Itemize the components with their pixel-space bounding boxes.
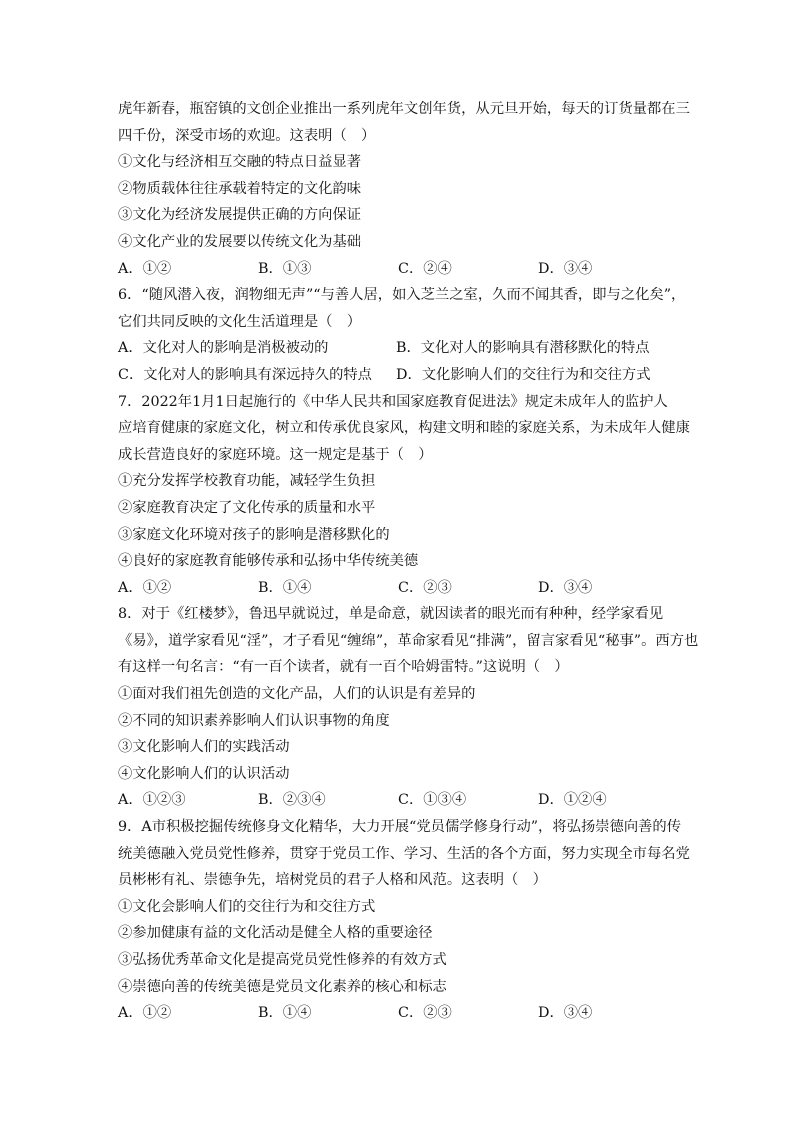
question-stem-line: 统美德融入党员党性修养，贯穿于党员工作、学习、生活的各个方面，努力实现全市每名党 (118, 845, 690, 862)
option-a: A．①② (118, 579, 172, 596)
question-stem-line: 9．A市积极挖掘传统修身文化精华，大力开展“党员儒学修身行动”，将弘扬崇德向善的传 (118, 819, 682, 836)
question-stem-line: 虎年新春，瓶窑镇的文创企业推出一系列虎年文创年货，从元旦开始，每天的订货量都在三 (118, 101, 690, 117)
answer-options (118, 1000, 678, 1027)
statement-item: ②物质载体往往承载着特定的文化韵味 (118, 180, 362, 197)
option-a: A．①②③ (118, 792, 186, 809)
question-9 (118, 814, 690, 1027)
question-stem-line: 有这样一句名言：“有一百个读者，就有一百个哈姆雷特。”这说明（ ） (118, 659, 569, 676)
option-b: B．①④ (258, 579, 312, 596)
question-stem-line: 应培育健康的家庭文化，树立和传承优良家风，构建文明和睦的家庭关系，为未成年人健康 (118, 420, 690, 437)
statement-item: ②不同的知识素养影响人们认识事物的角度 (118, 712, 390, 729)
option-a: A．①② (118, 1005, 172, 1022)
option-a: A．①② (118, 260, 172, 277)
option-b: B．①③ (258, 260, 312, 277)
answer-options (118, 787, 678, 814)
option-d: D．③④ (538, 1005, 593, 1022)
answer-options (118, 256, 678, 283)
option-d: D．③④ (538, 260, 593, 277)
statement-item: ②家庭教育决定了文化传承的质量和水平 (118, 499, 376, 516)
option-c: C．②④ (398, 260, 452, 277)
statement-item: ①面对我们祖先创造的文化产品，人们的认识是有差异的 (118, 686, 476, 703)
answer-options (118, 362, 678, 389)
statement-item: ③弘扬优秀革命文化是提高党员党性修养的有效方式 (118, 952, 447, 968)
question-6 (118, 282, 686, 388)
statement-item: ②参加健康有益的文化活动是健全人格的重要途径 (118, 925, 433, 942)
question-stem-line: 四千份，深受市场的欢迎。这表明（ ） (118, 127, 376, 144)
question-stem-line: 员彬彬有礼、崇德争先，培树党员的君子人格和风范。这表明（ ） (118, 872, 547, 889)
option-c: C．②③ (398, 579, 452, 596)
question-stem-line: 7．2022年1月1日起施行的《中华人民共和国家庭教育促进法》规定未成年人的监护人 (118, 393, 668, 410)
option-b: B．文化对人的影响具有潜移默化的特点 (396, 340, 650, 357)
question-7 (118, 389, 690, 602)
statement-item: ③家庭文化环境对孩子的影响是潜移默化的 (118, 526, 390, 543)
option-c: C．文化对人的影响具有深远持久的特点 (118, 366, 372, 383)
statement-item: ①文化与经济相互交融的特点日益显著 (118, 154, 362, 171)
answer-options (118, 575, 678, 602)
answer-options (118, 335, 678, 362)
question-8 (118, 601, 699, 814)
option-b: B．②③④ (258, 792, 326, 809)
question-stem-line: 6．“随风潜入夜，润物细无声”“与善人居，如入芝兰之室，久而不闻其香，即与之化矣”， (118, 287, 686, 304)
question-5 (118, 96, 690, 282)
statement-item: ①文化会影响人们的交往行为和交往方式 (118, 898, 376, 915)
statement-item: ④文化产业的发展要以传统文化为基础 (118, 233, 362, 250)
question-stem-line: 成长营造良好的家庭环境。这一规定是基于（ ） (118, 446, 433, 463)
question-stem-line: 《易》，道学家看见“淫”，才子看见“缠绵”，革命家看见“排满”，留言家看见“秘事”。西方也 (118, 632, 699, 649)
option-d: D．文化影响人们的交往行为和交往方式 (396, 366, 651, 383)
question-stem-line: 它们共同反映的文化生活道理是（ ） (118, 313, 362, 330)
statement-item: ③文化影响人们的实践活动 (118, 739, 290, 756)
option-b: B．①④ (258, 1005, 312, 1022)
exam-page (118, 96, 699, 1027)
option-c: C．①③④ (398, 792, 467, 809)
statement-item: ③文化为经济发展提供正确的方向保证 (118, 207, 362, 224)
option-a: A．文化对人的影响是消极被动的 (118, 340, 329, 357)
option-c: C．②③ (398, 1005, 452, 1022)
option-d: D．①②④ (538, 792, 607, 809)
option-d: D．③④ (538, 579, 593, 596)
statement-item: ④良好的家庭教育能够传承和弘扬中华传统美德 (118, 553, 419, 570)
statement-item: ①充分发挥学校教育功能，减轻学生负担 (118, 473, 376, 490)
statement-item: ④崇德向善的传统美德是党员文化素养的核心和标志 (118, 978, 447, 995)
question-stem-line: 8．对于《红楼梦》，鲁迅早就说过，单是命意，就因读者的眼光而有种种，经学家看见 (118, 606, 664, 623)
statement-item: ④文化影响人们的认识活动 (118, 765, 290, 782)
